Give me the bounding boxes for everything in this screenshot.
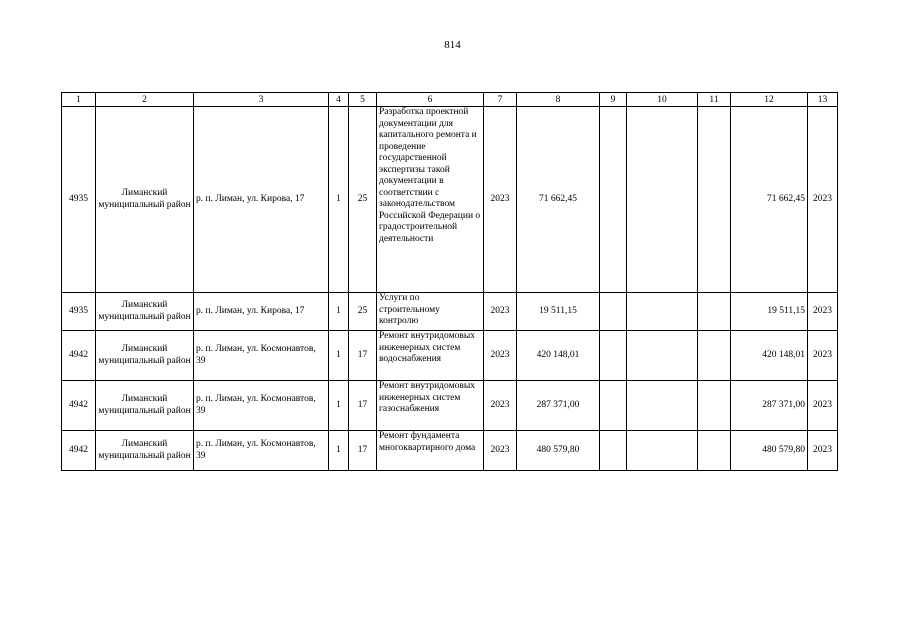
cell-cost: 287 371,00 (517, 381, 600, 431)
cell-col4: 1 (329, 293, 349, 331)
cell-year: 2023 (484, 381, 517, 431)
cell-cost: 420 148,01 (517, 331, 600, 381)
cell-end-year: 2023 (808, 381, 838, 431)
cell-col9 (600, 107, 627, 293)
cell-total: 287 371,00 (731, 381, 808, 431)
cell-col11 (698, 381, 731, 431)
column-header: 6 (377, 93, 484, 107)
cell-end-year: 2023 (808, 331, 838, 381)
column-header: 13 (808, 93, 838, 107)
cell-col4: 1 (329, 107, 349, 293)
cell-year: 2023 (484, 331, 517, 381)
cell-district: Лиманский муниципальный район (96, 431, 194, 471)
cell-id: 4942 (62, 431, 96, 471)
cell-address: р. п. Лиман, ул. Космонавтов, 39 (194, 381, 329, 431)
cell-col10 (627, 381, 698, 431)
cell-id: 4935 (62, 107, 96, 293)
column-header: 2 (96, 93, 194, 107)
cell-district: Лиманский муниципальный район (96, 331, 194, 381)
cell-end-year: 2023 (808, 431, 838, 471)
cell-cost: 71 662,45 (517, 107, 600, 293)
cell-end-year: 2023 (808, 293, 838, 331)
cell-id: 4935 (62, 293, 96, 331)
column-header: 10 (627, 93, 698, 107)
cell-work-type: Ремонт фундамента многоквартирного дома (377, 431, 484, 471)
cell-col10 (627, 431, 698, 471)
cell-col11 (698, 331, 731, 381)
cell-col5: 25 (349, 107, 377, 293)
cell-year: 2023 (484, 107, 517, 293)
column-header: 7 (484, 93, 517, 107)
column-header: 12 (731, 93, 808, 107)
cell-cost: 19 511,15 (517, 293, 600, 331)
cell-district: Лиманский муниципальный район (96, 293, 194, 331)
cell-col11 (698, 431, 731, 471)
cell-col4: 1 (329, 381, 349, 431)
cell-year: 2023 (484, 431, 517, 471)
column-header: 3 (194, 93, 329, 107)
table-row (62, 107, 838, 293)
cell-address: р. п. Лиман, ул. Кирова, 17 (194, 107, 329, 293)
cell-work-type: Ремонт внутридомовых инженерных систем водоснабжения (377, 331, 484, 381)
cell-col9 (600, 381, 627, 431)
cell-col10 (627, 107, 698, 293)
column-header: 9 (600, 93, 627, 107)
cell-col4: 1 (329, 431, 349, 471)
cell-col9 (600, 293, 627, 331)
cell-year: 2023 (484, 293, 517, 331)
cell-col9 (600, 431, 627, 471)
cell-col10 (627, 331, 698, 381)
registry-table (61, 92, 838, 471)
cell-total: 420 148,01 (731, 331, 808, 381)
cell-work-type: Услуги по строительному контролю (377, 293, 484, 331)
cell-col11 (698, 293, 731, 331)
column-header: 11 (698, 93, 731, 107)
cell-address: р. п. Лиман, ул. Космонавтов, 39 (194, 331, 329, 381)
cell-col5: 17 (349, 381, 377, 431)
cell-col5: 17 (349, 331, 377, 381)
cell-district: Лиманский муниципальный район (96, 107, 194, 293)
cell-col11 (698, 107, 731, 293)
cell-total: 19 511,15 (731, 293, 808, 331)
cell-col5: 25 (349, 293, 377, 331)
cell-district: Лиманский муниципальный район (96, 381, 194, 431)
column-header: 1 (62, 93, 96, 107)
table-row (62, 431, 838, 471)
cell-address: р. п. Лиман, ул. Кирова, 17 (194, 293, 329, 331)
cell-work-type: Ремонт внутридомовых инженерных систем газоснабжения (377, 381, 484, 431)
cell-cost: 480 579,80 (517, 431, 600, 471)
cell-col5: 17 (349, 431, 377, 471)
cell-work-type: Разработка проектной документации для капитального ремонта и проведение государственной экспертизы такой документации в соответствии с законодательством Российской Федерации о градостроительной деятельности (377, 107, 484, 293)
column-header: 8 (517, 93, 600, 107)
cell-end-year: 2023 (808, 107, 838, 293)
cell-col9 (600, 331, 627, 381)
cell-total: 480 579,80 (731, 431, 808, 471)
cell-id: 4942 (62, 381, 96, 431)
column-header: 5 (349, 93, 377, 107)
page-number: 814 (444, 39, 461, 51)
cell-col10 (627, 293, 698, 331)
table-row (62, 293, 838, 331)
table-row (62, 381, 838, 431)
table-row (62, 331, 838, 381)
column-header: 4 (329, 93, 349, 107)
cell-total: 71 662,45 (731, 107, 808, 293)
cell-address: р. п. Лиман, ул. Космонавтов, 39 (194, 431, 329, 471)
cell-col4: 1 (329, 331, 349, 381)
cell-id: 4942 (62, 331, 96, 381)
column-number-row (62, 93, 838, 107)
